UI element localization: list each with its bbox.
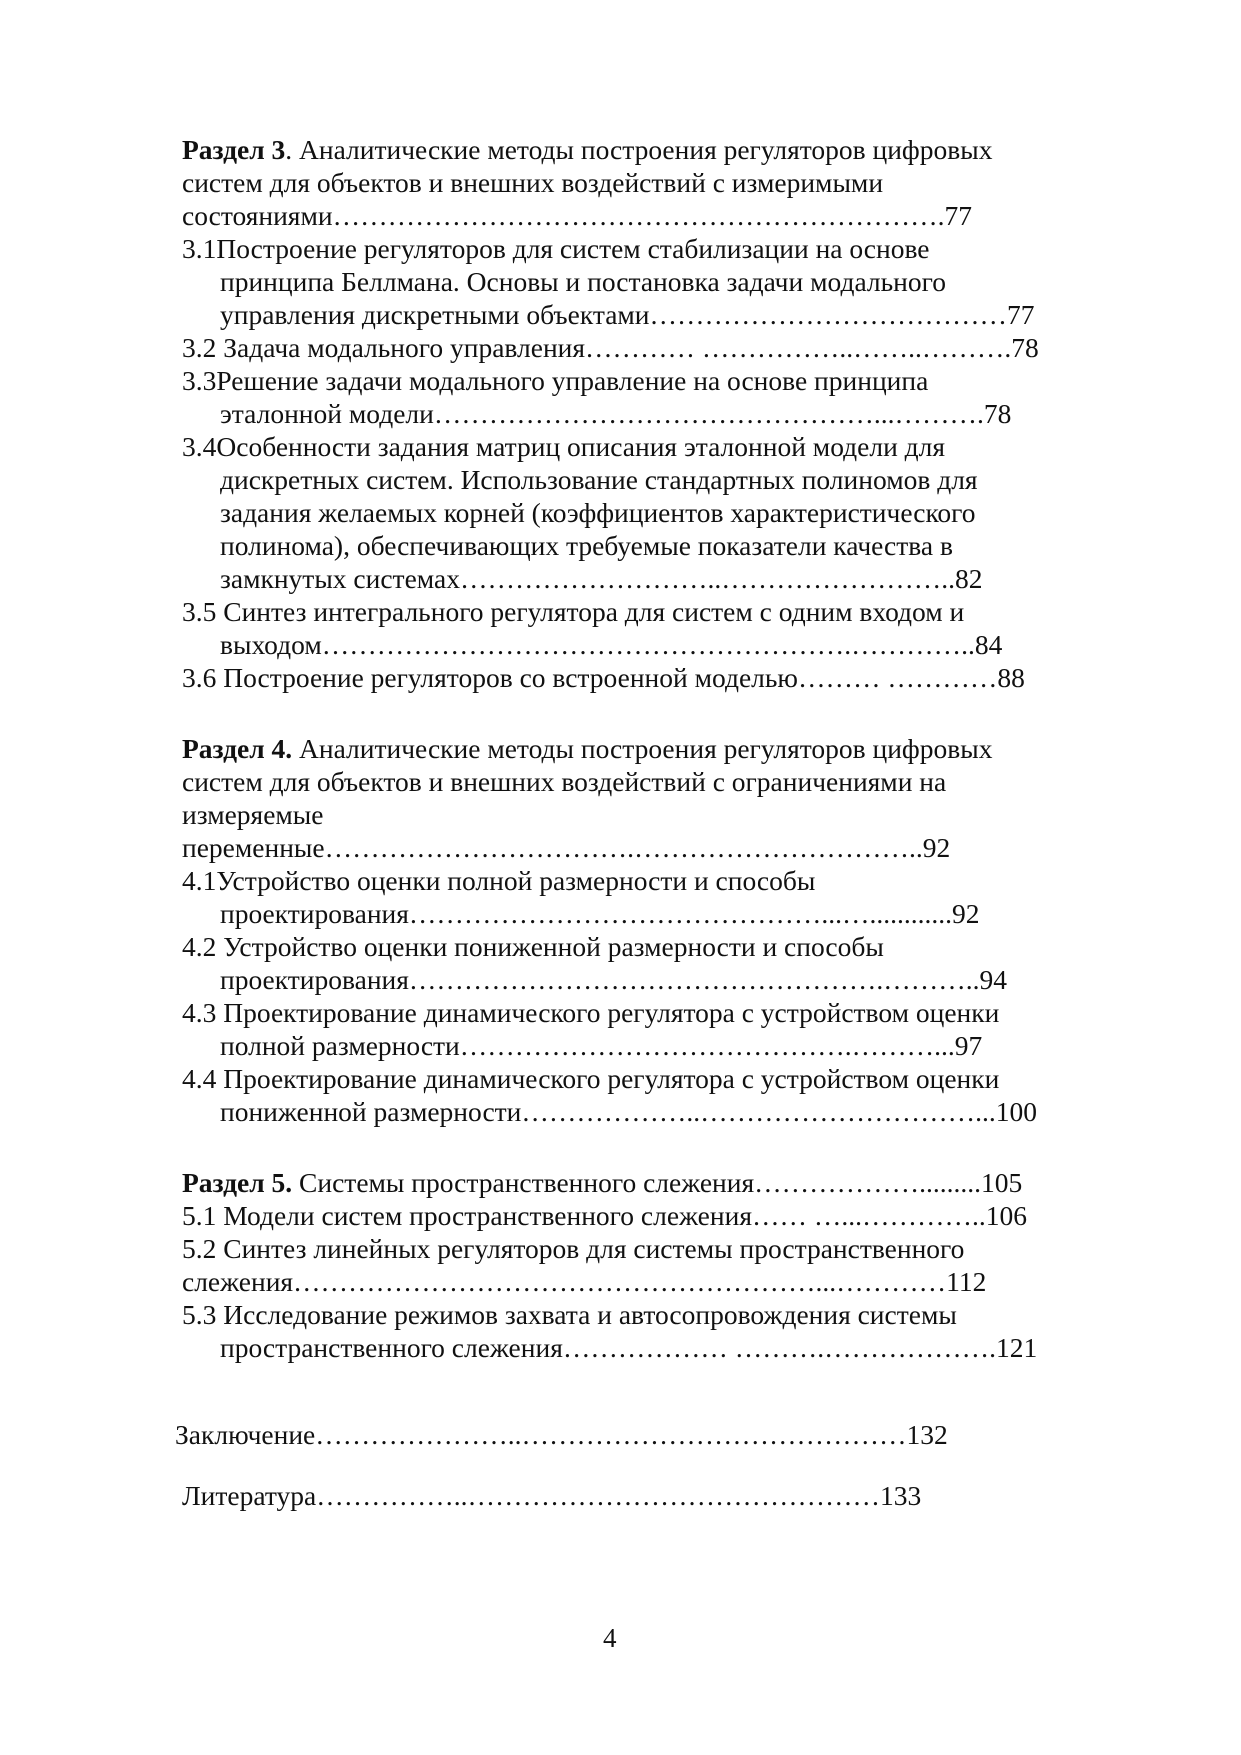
toc-line: полной размерности…………………………………….………...97 [220, 1030, 983, 1061]
page-number: 4 [603, 1623, 617, 1653]
toc-line: систем для объектов и внешних воздействий с измеримыми [182, 167, 884, 198]
toc-item-3-4: 3.4Особенности задания матриц описания эталонной модели для [182, 431, 946, 462]
toc-line: пространственного слежения……………… ……….……………….121 [220, 1332, 1038, 1363]
toc-line: задания желаемых корней (коэффициентов характеристического [220, 497, 976, 528]
toc-line: принципа Беллмана. Основы и постановка задачи модального [220, 266, 946, 297]
toc-line: замкнутых системах………………………..……………………..82 [220, 563, 983, 594]
toc-line: управления дискретными объектами…………………………………77 [220, 299, 1035, 330]
toc-item-5-1: 5.1 Модели систем пространственного слежения…… …...…………..106 [182, 1200, 1027, 1231]
section-4-heading: Раздел 4. Аналитические методы построения регуляторов цифровых [182, 733, 993, 764]
section-3-heading: Раздел 3. Аналитические методы построения регуляторов цифровых [182, 134, 993, 165]
toc-line: полинома), обеспечивающих требуемые показатели качества в [220, 530, 953, 561]
toc-line: слежения…………………………………………………...…………112 [182, 1266, 987, 1297]
toc-line: проектирования………………………………………...…............92 [220, 898, 980, 929]
toc-line: состояниями………………………………………………………….77 [182, 200, 972, 231]
toc-literature: Литература……………..………………………………………133 [182, 1480, 922, 1511]
toc-item-4-3: 4.3 Проектирование динамического регулятора с устройством оценки [182, 997, 1000, 1028]
toc-line: дискретных систем. Использование стандартных полиномов для [220, 464, 978, 495]
toc-line: измеряемые [182, 799, 324, 830]
toc-line: эталонной модели…………………………………………...……….78 [220, 398, 1012, 429]
toc-item-5-2: 5.2 Синтез линейных регуляторов для системы пространственного [182, 1233, 965, 1264]
toc-item-3-5: 3.5 Синтез интегрального регулятора для систем с одним входом и [182, 596, 965, 627]
toc-item-4-1: 4.1Устройство оценки полной размерности и способы [182, 865, 816, 896]
toc-item-3-6: 3.6 Построение регуляторов со встроенной моделью……… …………88 [182, 662, 1025, 693]
toc-line: выходом………………………………………………….…………..84 [220, 629, 1003, 660]
toc-item-3-1: 3.1Построение регуляторов для систем стабилизации на основе [182, 233, 930, 264]
section-3-label: Раздел 3 [182, 134, 286, 165]
toc-line: переменные…………………………….…………………………..92 [182, 832, 951, 863]
toc-item-3-2: 3.2 Задача модального управления………… ……………..……..……….78 [182, 332, 1039, 363]
section-5-heading: Раздел 5. Системы пространственного слежения……………….........105 [182, 1167, 1023, 1198]
section-5-label: Раздел 5. [182, 1167, 293, 1198]
toc-line: систем для объектов и внешних воздействий с ограничениями на [182, 766, 947, 797]
toc-line: проектирования…………………………………………….………..94 [220, 964, 1008, 995]
toc-item-5-3: 5.3 Исследование режимов захвата и автосопровождения системы [182, 1299, 957, 1330]
toc-conclusion: Заключение…………………..……………………………………132 [175, 1419, 948, 1450]
toc-item-4-4: 4.4 Проектирование динамического регулятора с устройством оценки [182, 1063, 1000, 1094]
toc-item-3-3: 3.3Решение задачи модального управление на основе принципа [182, 365, 929, 396]
toc-line: пониженной размерности………………..…………………………...100 [220, 1096, 1038, 1127]
toc-item-4-2: 4.2 Устройство оценки пониженной размерности и способы [182, 931, 884, 962]
section-4-label: Раздел 4. [182, 733, 293, 764]
